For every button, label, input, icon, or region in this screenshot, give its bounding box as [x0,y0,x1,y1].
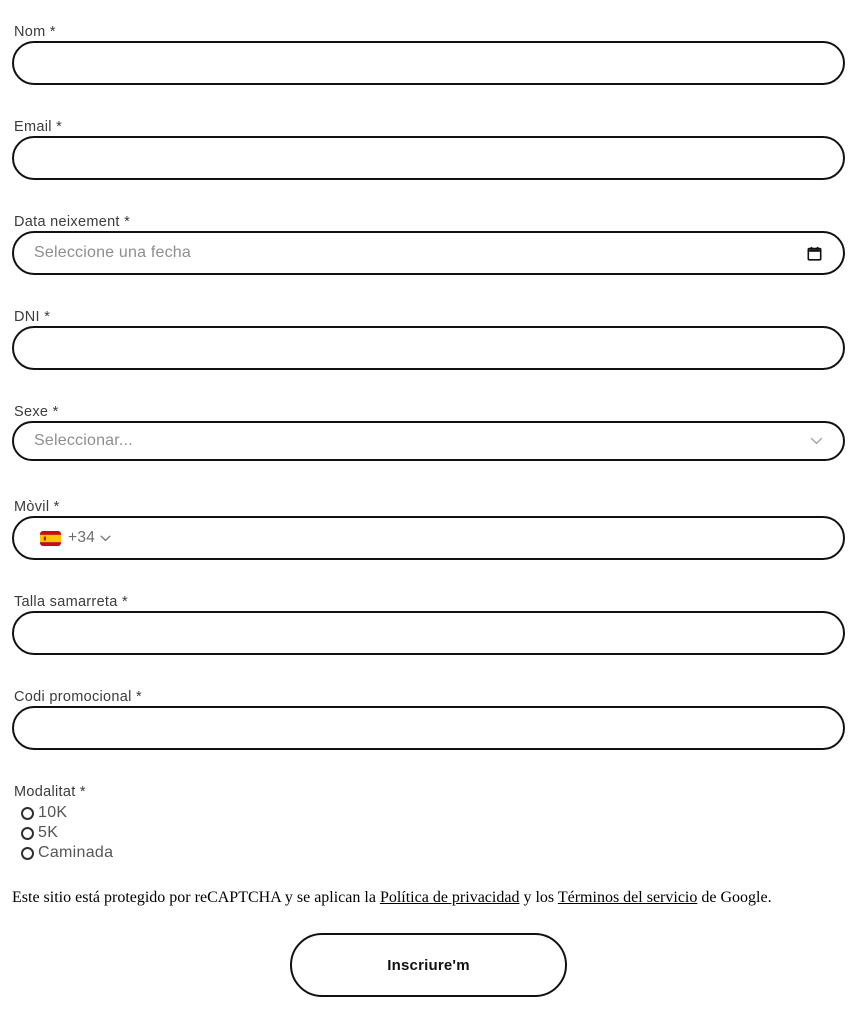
radio-option-label: 5K [38,824,59,841]
dial-code[interactable]: +34 [68,529,96,546]
movil-label: Mòvil * [14,499,60,515]
radio-option-caminada[interactable] [12,843,845,863]
nom-input[interactable] [12,41,845,85]
sexe-placeholder: Seleccionar... [34,432,133,449]
dni-label: DNI * [14,309,51,325]
dni-input[interactable] [12,326,845,370]
field-group-sexe [12,403,845,461]
field-group-movil [12,498,845,560]
field-group-email [12,118,845,180]
field-group-codi [12,688,845,750]
field-group-birthdate [12,213,845,275]
radio-option-label: Caminada [38,844,114,861]
talla-label: Talla samarreta * [14,594,128,610]
field-group-talla [12,593,845,655]
birthdate-input[interactable] [12,231,845,275]
codi-input[interactable] [12,706,845,750]
radio-option-label: 10K [38,804,68,821]
recaptcha-text: y los [519,889,558,906]
nom-label: Nom * [14,24,56,40]
field-group-dni [12,308,845,370]
submit-button[interactable]: Inscriure'm [290,933,567,997]
calendar-icon[interactable] [806,245,823,262]
recaptcha-notice [12,888,845,907]
codi-label: Codi promocional * [14,689,142,705]
birthdate-placeholder: Seleccione una fecha [34,244,191,261]
recaptcha-text: Este sitio está protegido por reCAPTCHA y se aplican la [12,889,380,906]
terms-of-service-link[interactable]: Términos del servicio [557,889,698,906]
radio-option-5k[interactable] [12,823,845,843]
birthdate-label: Data neixement * [14,214,131,230]
email-input[interactable] [12,136,845,180]
privacy-policy-link[interactable]: Política de privacidad [379,889,520,906]
spain-flag-icon[interactable] [40,531,61,546]
sexe-label: Sexe * [14,404,59,420]
radio-button[interactable] [21,807,34,820]
phone-number-entry[interactable] [119,518,823,558]
movil-input[interactable] [12,516,845,560]
radio-button[interactable] [21,827,34,840]
chevron-down-icon[interactable] [100,535,111,542]
email-label: Email * [14,119,63,135]
field-group-nom [12,23,845,85]
modalitat-group [12,783,845,863]
modalitat-label: Modalitat * [14,784,86,800]
radio-button[interactable] [21,847,34,860]
sexe-select[interactable] [12,421,845,461]
talla-input[interactable] [12,611,845,655]
chevron-down-icon [810,437,823,445]
radio-option-10k[interactable] [12,803,845,823]
recaptcha-text: de Google. [697,889,772,906]
